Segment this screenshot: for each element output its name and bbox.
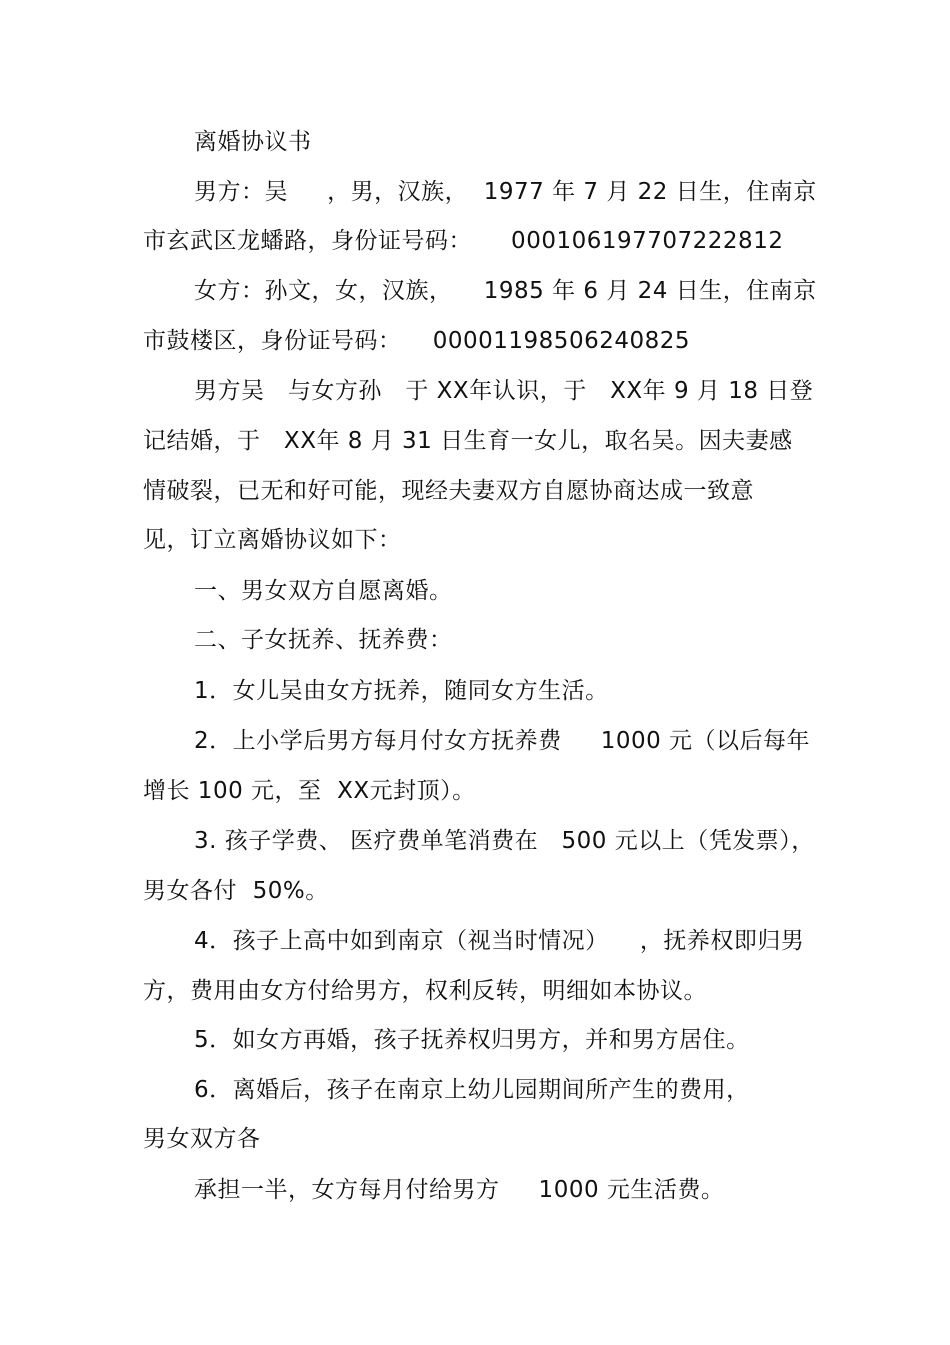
text-line: 男方：吴 ，男，汉族， 1977 年 7 月 22 日生，住南京 (194, 179, 817, 205)
text-line: 二、子女抚养、抚养费： (194, 627, 453, 653)
text-line: 4．孩子上高中如到南京（视当时情况） ，抚养权即归男 (194, 928, 805, 954)
text-line: 1．女儿吴由女方抚养，随同女方生活。 (194, 678, 609, 704)
text-line: 男方吴 与女方孙 于 XX年认识，于 XX年 9 月 18 日登 (194, 378, 814, 404)
text-line: 男女双方各 (143, 1126, 261, 1152)
text-line: 增长 100 元，至 XX元封顶）。 (143, 778, 476, 804)
text-line: 2．上小学后男方每月付女方抚养费 1000 元（以后每年 (194, 728, 811, 754)
text-line: 男女各付 50%。 (143, 878, 329, 904)
text-line: 市鼓楼区，身份证号码： 00001198506240825 (143, 328, 691, 354)
text-line: 3. 孩子学费、 医疗费单笔消费在 500 元以上（凭发票）， (194, 828, 815, 854)
text-line: 女方：孙文，女，汉族， 1985 年 6 月 24 日生，住南京 (194, 278, 817, 304)
text-line: 记结婚，于 XX年 8 月 31 日生育一女儿，取名吴。因夫妻感 (143, 428, 793, 454)
document-title: 离婚协议书 (194, 129, 312, 155)
text-line: 方，费用由女方付给男方，权利反转，明细如本协议。 (143, 978, 707, 1004)
text-line: 承担一半，女方每月付给男方 1000 元生活费。 (194, 1177, 725, 1203)
text-line: 6．离婚后，孩子在南京上幼儿园期间所产生的费用， (194, 1077, 750, 1103)
text-line: 市玄武区龙蟠路，身份证号码： 000106197707222812 (143, 228, 784, 254)
text-line: 一、男女双方自愿离婚。 (194, 578, 453, 604)
text-line: 见，订立离婚协议如下： (143, 527, 402, 553)
text-line: 5．如女方再婚，孩子抚养权归男方，并和男方居住。 (194, 1027, 750, 1053)
text-line: 情破裂，已无和好可能，现经夫妻双方自愿协商达成一致意 (143, 478, 754, 504)
